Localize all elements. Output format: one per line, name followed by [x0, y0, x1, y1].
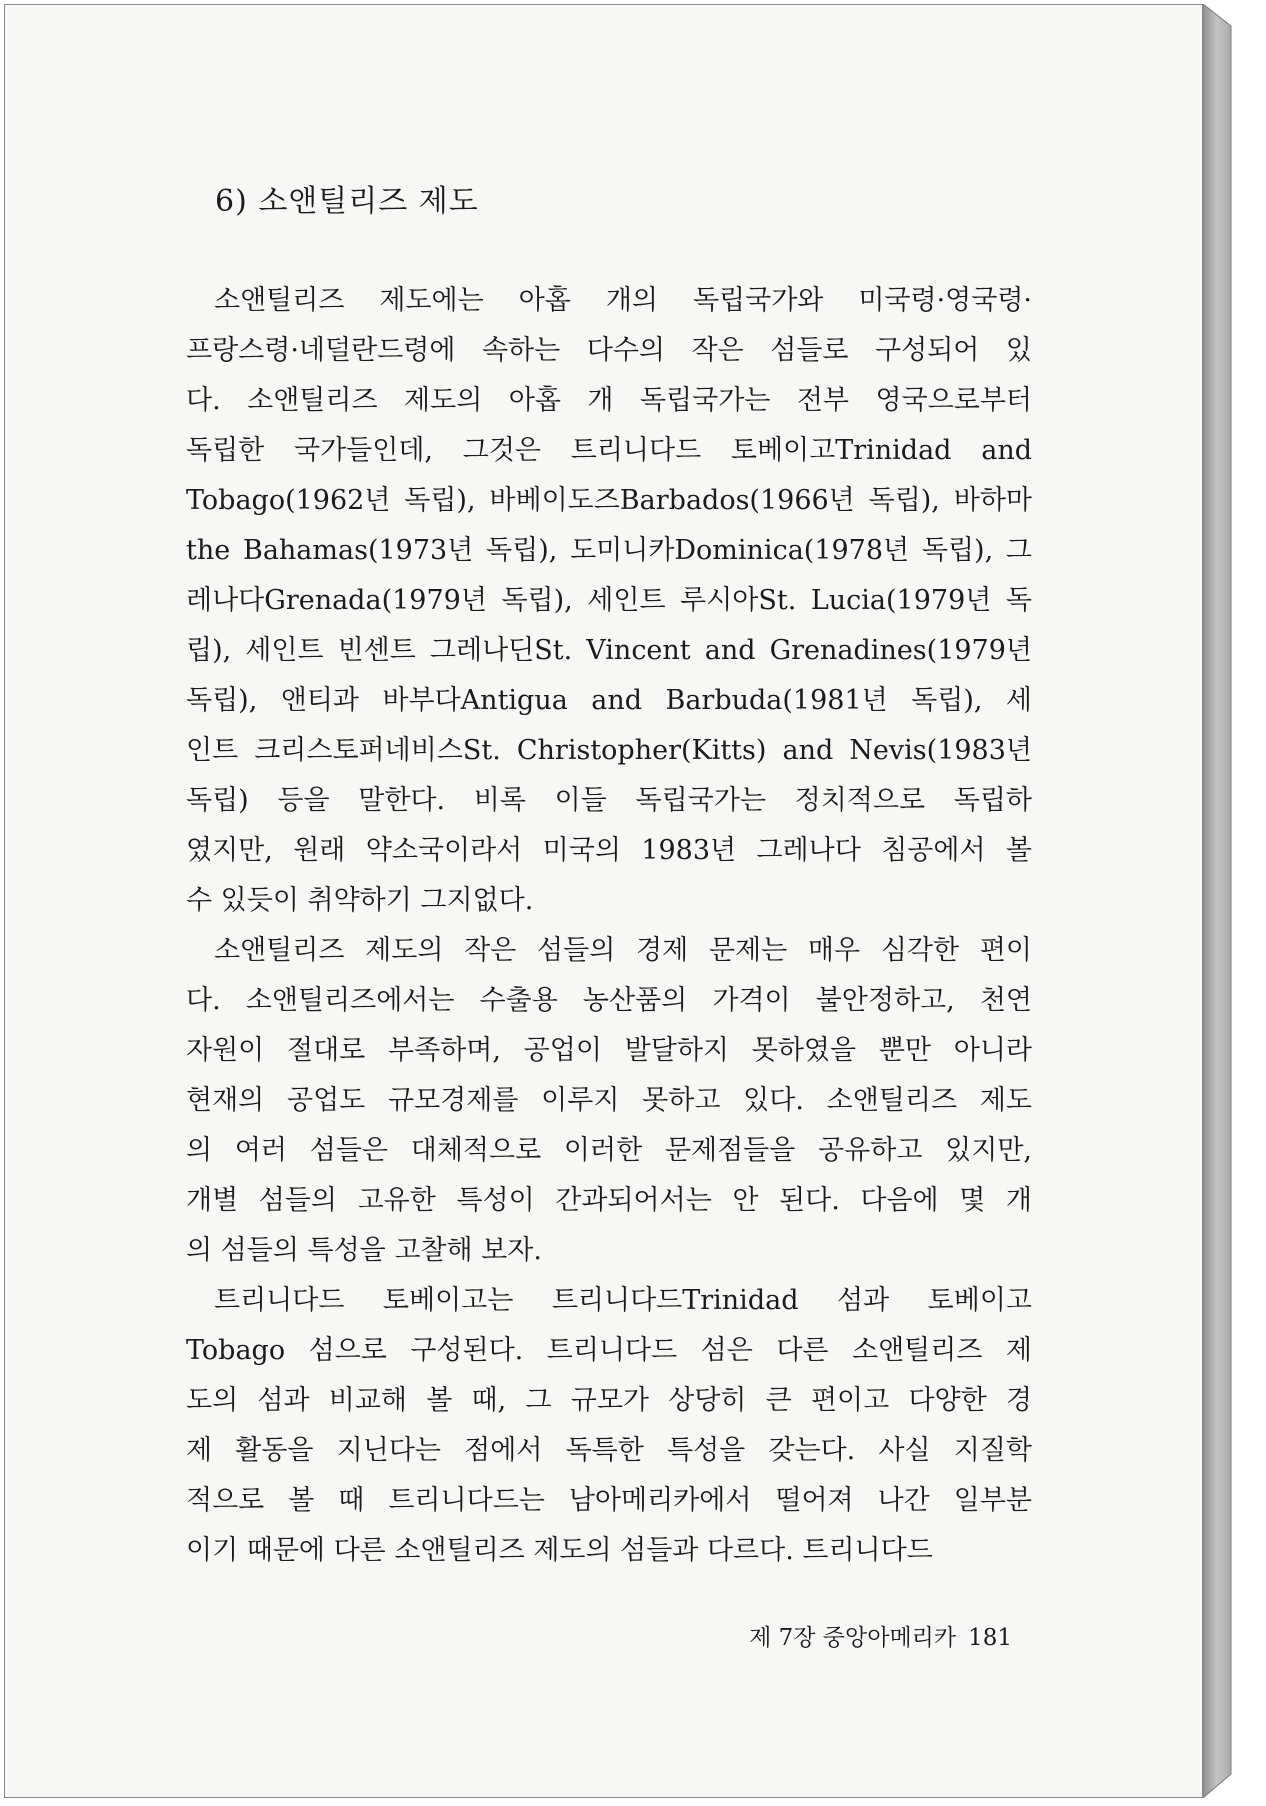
- text-line: 현재의 공업도 규모경제를 이루지 못하고 있다. 소앤틸리즈 제도: [186, 1085, 1032, 1116]
- text-line: 개별 섬들의 고유한 특성이 간과되어서는 안 된다. 다음에 몇 개: [186, 1185, 1032, 1216]
- page-edge-shadow: [1203, 4, 1233, 1798]
- chapter-title: 제 7장 중앙아메리카: [749, 1625, 957, 1651]
- text-line: 소앤틸리즈 제도에는 아홉 개의 독립국가와 미국령·영국령·: [214, 285, 1032, 316]
- text-line: 자원이 절대로 부족하며, 공업이 발달하지 못하였을 뿐만 아니라: [186, 1035, 1032, 1066]
- body-text: [186, 276, 1032, 1576]
- text-line: 수 있듯이 취약하기 그지없다.: [186, 885, 534, 916]
- text-line: 의 여러 섬들은 대체적으로 이러한 문제점들을 공유하고 있지만,: [186, 1135, 1032, 1166]
- paragraph: [186, 1276, 1032, 1576]
- text-line: 독립), 앤티과 바부다Antigua and Barbuda(1981년 독립), 세: [186, 685, 1032, 716]
- text-line: 다. 소앤틸리즈 제도의 아홉 개 독립국가는 전부 영국으로부터: [186, 385, 1032, 416]
- text-line: 소앤틸리즈 제도의 작은 섬들의 경제 문제는 매우 심각한 편이: [214, 935, 1032, 966]
- text-line: 립), 세인트 빈센트 그레나딘St. Vincent and Grenadines(1979년: [186, 635, 1032, 666]
- text-line: 인트 크리스토퍼네비스St. Christopher(Kitts) and Nevis(1983년: [186, 735, 1032, 766]
- section-heading: 6) 소앤틸리즈 제도: [215, 184, 479, 219]
- text-line: 프랑스령·네덜란드령에 속하는 다수의 작은 섬들로 구성되어 있: [186, 335, 1032, 366]
- text-line: Tobago 섬으로 구성된다. 트리니다드 섬은 다른 소앤틸리즈 제: [186, 1335, 1032, 1366]
- text-line: 적으로 볼 때 트리니다드는 남아메리카에서 떨어져 나간 일부분: [186, 1485, 1032, 1516]
- text-line: 레나다Grenada(1979년 독립), 세인트 루시아St. Lucia(1979년 독: [186, 585, 1032, 616]
- text-line: 트리니다드 토베이고는 트리니다드Trinidad 섬과 토베이고: [214, 1285, 1032, 1316]
- page-number: 181: [968, 1625, 1012, 1651]
- text-line: 독립) 등을 말한다. 비록 이들 독립국가는 정치적으로 독립하: [186, 785, 1032, 816]
- text-line: 의 섬들의 특성을 고찰해 보자.: [186, 1235, 542, 1266]
- page-footer: [700, 1619, 1012, 1652]
- paragraph: [186, 926, 1032, 1276]
- text-line: the Bahamas(1973년 독립), 도미니카Dominica(1978년 독립), 그: [186, 535, 1032, 566]
- text-line: 이기 때문에 다른 소앤틸리즈 제도의 섬들과 다르다. 트리니다드: [186, 1535, 933, 1566]
- text-line: 도의 섬과 비교해 볼 때, 그 규모가 상당히 큰 편이고 다양한 경: [186, 1385, 1032, 1416]
- text-line: Tobago(1962년 독립), 바베이도즈Barbados(1966년 독립), 바하마: [186, 485, 1032, 516]
- text-line: 다. 소앤틸리즈에서는 수출용 농산품의 가격이 불안정하고, 천연: [186, 985, 1032, 1016]
- text-line: 독립한 국가들인데, 그것은 트리니다드 토베이고Trinidad and: [186, 435, 1032, 466]
- paragraph: [186, 276, 1032, 926]
- text-line: 였지만, 원래 약소국이라서 미국의 1983년 그레나다 침공에서 볼: [186, 835, 1032, 866]
- text-line: 제 활동을 지닌다는 점에서 독특한 특성을 갖는다. 사실 지질학: [186, 1435, 1032, 1466]
